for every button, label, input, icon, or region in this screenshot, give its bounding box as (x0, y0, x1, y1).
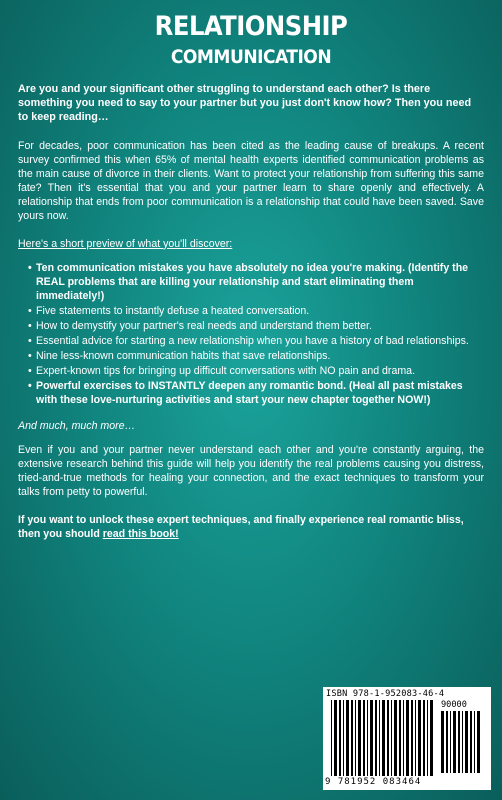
barcode-bar (367, 700, 368, 776)
barcode-bar (450, 711, 451, 773)
and-more-text: And much, much more… (18, 419, 136, 432)
barcode-bar (446, 711, 448, 773)
barcode-bar (379, 700, 380, 776)
barcode-bar (363, 700, 365, 776)
barcode-bar (474, 711, 475, 773)
barcode-bar (415, 700, 416, 776)
closing-text: If you want to unlock these expert techniques, and finally experience real romantic bliss, then you should (18, 513, 464, 540)
barcode-bar (453, 711, 456, 773)
barcode-bar (406, 700, 409, 776)
barcode-bar (458, 711, 460, 773)
read-this-book-link: read this book! (102, 527, 179, 540)
barcode-bar (331, 700, 332, 776)
body-paragraph-1: For decades, poor communication has been cited as the leading cause of breakups. A recent survey confirmed this when 65% of mental health experts identified communication problems as the main cause of divorce in their clients. Want to protect your relationship from suffering this same fate? Then it's essential that you and your partner learn to share openly and effectively. A relationship that ends from poor communication is a relationship that could have been saved. Save yours now. (18, 139, 484, 222)
barcode-bar (382, 700, 385, 776)
barcode-bar (355, 700, 356, 776)
barcode-bar (343, 700, 344, 776)
barcode-bar (387, 700, 389, 776)
barcode-bar (411, 700, 413, 776)
barcode-bar (394, 700, 397, 776)
preview-heading: Here's a short preview of what you'll discover: (18, 237, 233, 250)
body-paragraph-2: Even if you and your partner never understand each other and you're constantly arguing, the extensive research behind this guide will help you identify the real problems causing you distress, tried-and-true methods for healing your connection, and the exact techniques to transform your talks from petty to powerful. (18, 443, 484, 498)
barcode-bar (391, 700, 392, 776)
barcode-bar (462, 711, 463, 773)
barcode-bar (351, 700, 353, 776)
barcode-bar (370, 700, 373, 776)
barcode-bar (334, 700, 337, 776)
list-item: • Powerful exercises to INSTANTLY deepen any romantic bond. (Heal all past mistakes with these love-nurturing activities and start your new chapter together NOW!) (28, 379, 484, 407)
barcode-bar (423, 700, 425, 776)
barcode-bar (375, 700, 377, 776)
barcode-bar (477, 711, 480, 773)
list-item: • Five statements to instantly defuse a heated conversation. (28, 304, 484, 318)
barcode-bar (403, 700, 404, 776)
barcode-bar (418, 700, 421, 776)
isbn-number: ISBN 978-1-952083-46-4 (326, 689, 445, 699)
isbn-barcode (323, 687, 491, 790)
barcode-digits: 9 781952 083464 (325, 777, 422, 787)
barcode-bar (430, 700, 433, 776)
cover-title-line1: RELATIONSHIP (154, 11, 348, 42)
barcode-bar (465, 711, 468, 773)
list-item: • How to demystify your partner's real needs and understand them better. (28, 319, 484, 333)
price-code: 90000 (441, 700, 467, 710)
barcode-addon-bars (441, 711, 483, 773)
barcode-bar (399, 700, 401, 776)
barcode-bar (427, 700, 428, 776)
list-item: • Nine less-known communication habits that save relationships. (28, 349, 484, 363)
closing-paragraph (18, 513, 484, 541)
list-item: • Ten communication mistakes you have absolutely no idea you're making. (Identify the REAL problems that are killing your relationship and start eliminating them immediately!) (28, 261, 484, 303)
barcode-bar (470, 711, 472, 773)
list-item: • Expert-known tips for bringing up difficult conversations with NO pain and drama. (28, 364, 484, 378)
barcode-bar (441, 711, 444, 773)
barcode-bar (339, 700, 341, 776)
barcode-bar (346, 700, 349, 776)
preview-list (18, 261, 484, 407)
list-item: • Essential advice for starting a new relationship when you have a history of bad relationships. (28, 334, 484, 348)
barcode-bar (358, 700, 361, 776)
intro-paragraph: Are you and your significant other struggling to understand each other? Is there something you need to say to your partner but you just don't know how? Then you need to keep reading… (18, 83, 472, 124)
blurb (18, 82, 484, 551)
cover-title-line2: COMMUNICATION (170, 46, 332, 68)
barcode-main-bars (331, 700, 435, 776)
